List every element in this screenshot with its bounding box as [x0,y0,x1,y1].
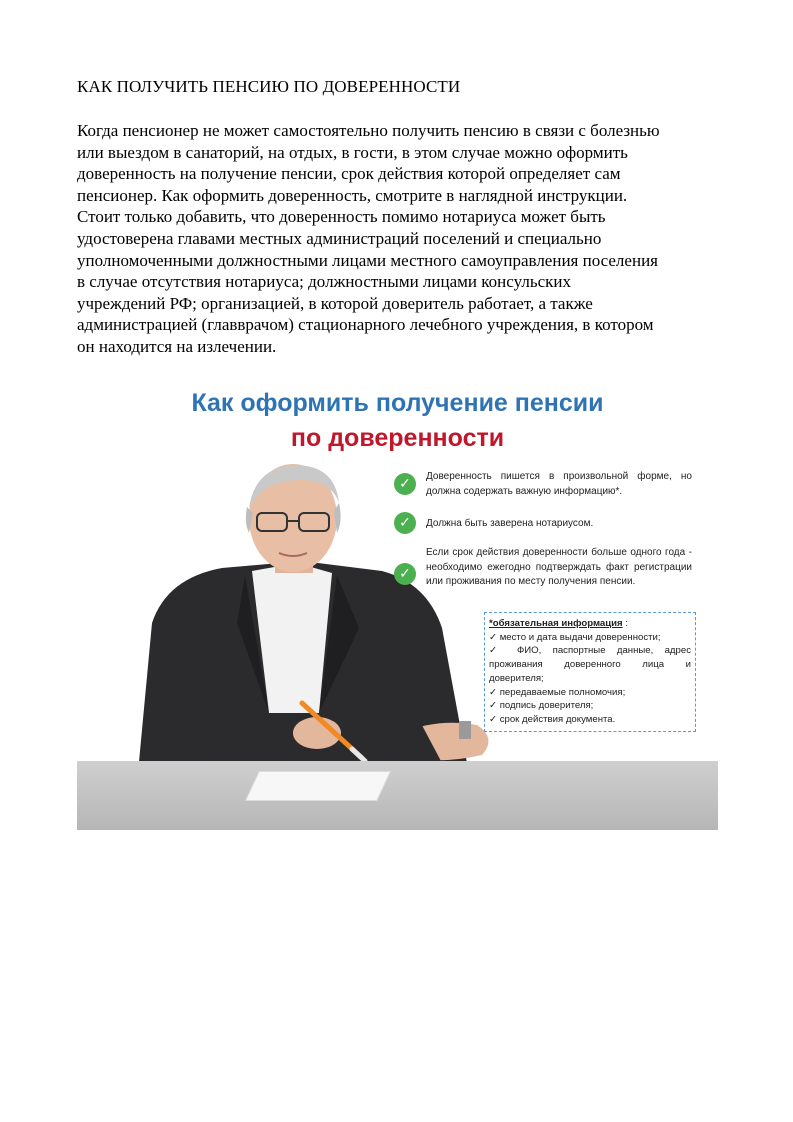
infographic-title-line1: Как оформить получение пенсии [191,389,604,417]
body-line: в случае отсутствия нотариуса; должностными лицами консульских [77,272,571,292]
required-info-title: *обязательная информация [489,618,623,629]
body-line: или выездом в санаторий, на отдых, в гости, в этом случае можно оформить [77,142,628,162]
pension-proxy-infographic [77,373,718,830]
check-circle-icon: ✓ [394,563,416,585]
body-line: удостоверена главами местных администраций поселений и специально [77,228,602,248]
body-line: Когда пенсионер не может самостоятельно получить пенсию в связи с болезнью [77,121,660,140]
page-heading: КАК ПОЛУЧИТЬ ПЕНСИЮ ПО ДОВЕРЕННОСТИ [77,77,461,96]
body-line: Стоит только добавить, что доверенность помимо нотариуса может быть [77,207,606,227]
infographic-title-line2: по доверенности [290,424,505,452]
required-info-item: ✓ передаваемые полномочия; [489,686,626,698]
body-paragraph [77,120,727,358]
body-line: уполномоченными должностными лицами местного самоуправления поселения [77,250,658,270]
man-writing-illustration [97,463,517,783]
body-line: пенсионер. Как оформить доверенность, смотрите в наглядной инструкции. [77,185,628,205]
required-info-title-suffix: : [622,618,628,629]
body-line: он находится на излечении. [77,336,277,356]
body-line: доверенность на получение пенсии, срок действия которой определяет сам [77,164,621,184]
info-item-3: Если срок действия доверенности больше одного года - необходимо ежегодно подтверждать факт регистрации или проживания по месту получения пенсии. [426,547,692,587]
check-circle-icon: ✓ [394,473,416,495]
required-info-item: ✓ подпись доверителя; [489,700,594,712]
required-info-box [484,612,696,732]
required-info-item: ✓ срок действия документа. [489,713,616,725]
watch [459,721,471,739]
required-info-item: ✓ ФИО, паспортные данные, адрес проживания доверенного лица и доверителя; [489,645,691,684]
paper-sheet [245,771,391,801]
check-circle-icon: ✓ [394,512,416,534]
body-line: администрацией (главврачом) стационарного лечебного учреждения, в котором [77,315,654,335]
required-info-item: ✓ место и дата выдачи доверенности; [489,631,661,643]
info-item-2: Должна быть заверена нотариусом. [426,518,594,529]
body-line: учреждений РФ; организацией, в которой доверитель работает, а также [77,293,593,313]
desk-surface [77,761,718,830]
info-item-1: Доверенность пишется в произвольной форме, но должна содержать важную информацию*. [426,471,692,497]
